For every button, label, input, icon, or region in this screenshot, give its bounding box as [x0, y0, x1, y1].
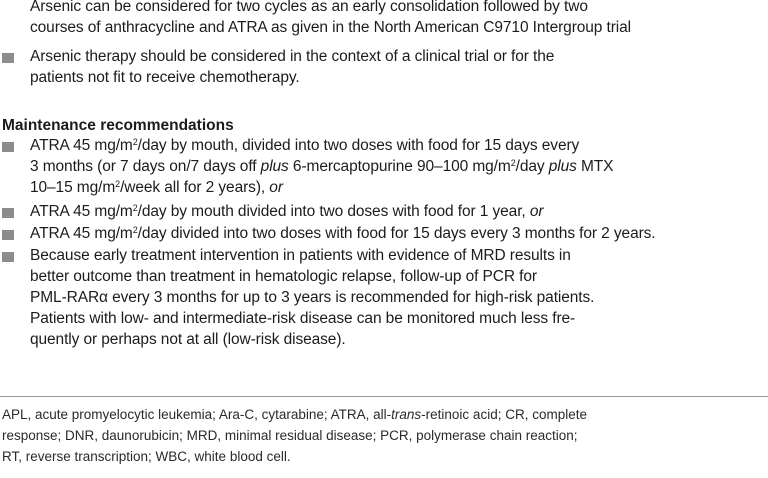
maintenance-line: quently or perhaps not at all (low-risk disease). — [30, 331, 346, 348]
maintenance-line: 10–15 $mg/m^2$/week all for 2 years), or — [30, 179, 283, 196]
maintenance-line: Patients with low- and intermediate-risk disease can be monitored much less fre- — [30, 310, 576, 327]
maintenance-line: ATRA 45 $mg/m^2$/day by mouth, divided into two doses with food for 15 days every — [30, 137, 580, 154]
maintenance-line: 3 months (or 7 days on/7 days off plus 6-mercaptopurine 90–100 $mg/m^2$/day plus MTX — [30, 158, 614, 175]
maintenance-line: ATRA 45 $mg/m^2$/day divided into two doses with food for 15 days every 3 months for 2 years. — [30, 225, 656, 242]
recommendation-line: courses of anthracycline and ATRA as given in the North American C9710 Intergroup trial — [30, 19, 632, 36]
footnote-line: response; DNR, daunorubicin; MRD, minimal residual disease; PCR, polymerase chain reaction; — [2, 428, 578, 443]
footnote-line: APL, acute promyelocytic leukemia; Ara-C, cytarabine; ATRA, all-trans-retinoic acid; CR, complete — [2, 407, 587, 422]
maintenance-line: ATRA 45 $mg/m^2$/day by mouth divided into two doses with food for 1 year, or — [30, 203, 544, 220]
recommendation-line: patients not fit to receive chemotherapy. — [30, 69, 300, 86]
footnote-line: RT, reverse transcription; WBC, white blood cell. — [2, 449, 291, 464]
maintenance-line: better outcome than treatment in hematologic relapse, follow-up of PCR for — [30, 268, 537, 285]
recommendation-line: Arsenic therapy should be considered in the context of a clinical trial or for the — [30, 48, 555, 65]
maintenance-line: Because early treatment intervention in patients with evidence of MRD results in — [30, 247, 571, 264]
maintenance-line: PML-RARα every 3 months for up to 3 years is recommended for high-risk patients. — [30, 289, 595, 306]
maintenance-heading: Maintenance recommendations — [2, 117, 234, 134]
recommendation-line: Arsenic can be considered for two cycles as an early consolidation followed by two — [30, 0, 588, 15]
